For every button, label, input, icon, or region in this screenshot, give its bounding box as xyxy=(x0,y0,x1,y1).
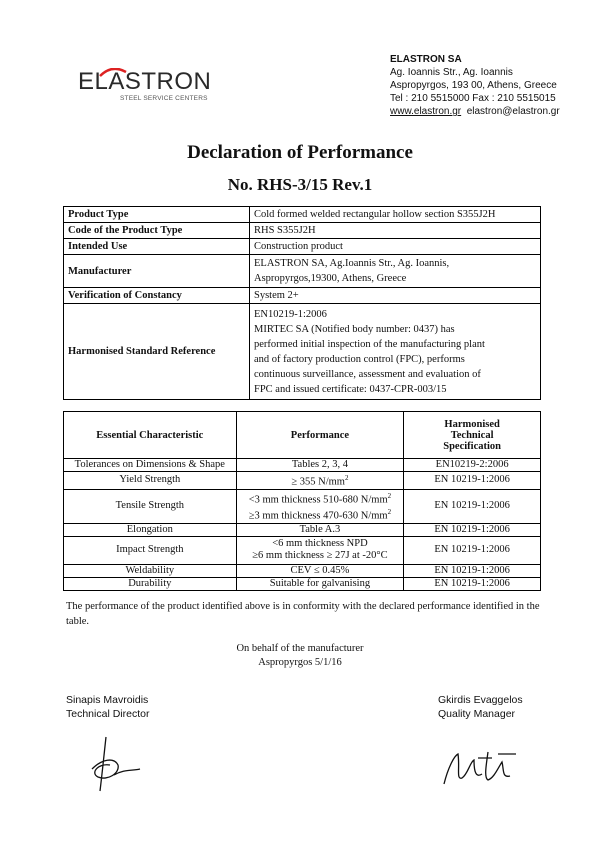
company-website-link[interactable]: www.elastron.gr xyxy=(390,106,462,117)
header-spec-line3: Specification xyxy=(443,440,501,452)
harmonised-line5: continuous surveillance, assessment and evaluation of xyxy=(254,368,481,380)
company-phone-fax: Tel : 210 5515000 Fax : 210 5515015 xyxy=(390,93,556,104)
cell-performance xyxy=(236,536,404,564)
tensile-line1-text: <3 mm thickness 510-680 N/mm xyxy=(248,494,388,505)
cell-spec: EN 10219-1:2006 xyxy=(404,536,541,564)
manufacturer-label: Manufacturer xyxy=(64,255,250,288)
signatory-left xyxy=(66,693,149,721)
company-address-line2: Aspropyrgos, 193 00, Athens, Greece xyxy=(390,80,557,91)
cell-performance: CEV ≤ 0.45% xyxy=(236,564,404,577)
cell-spec: EN 10219-1:2006 xyxy=(404,564,541,577)
cell-performance: Tables 2, 3, 4 xyxy=(236,459,404,472)
cell-performance xyxy=(236,489,404,523)
yield-value: ≥ 355 N/mm xyxy=(291,476,345,488)
manufacturer-value xyxy=(250,255,541,288)
impact-line2: ≥6 mm thickness ≥ 27J at -20°C xyxy=(252,550,388,561)
superscript: 2 xyxy=(387,508,392,516)
header-characteristic: Essential Characteristic xyxy=(64,412,237,459)
cell-spec: EN 10219-1:2006 xyxy=(404,472,541,490)
signatory-right xyxy=(438,693,523,721)
company-email[interactable]: elastron@elastron.gr xyxy=(466,106,560,117)
superscript: 2 xyxy=(344,474,349,482)
on-behalf-block xyxy=(0,642,600,670)
cell-performance xyxy=(236,472,404,490)
on-behalf-line: On behalf of the manufacturer xyxy=(236,643,364,654)
tensile-line2 xyxy=(241,506,400,523)
table-row xyxy=(64,288,541,304)
table-row xyxy=(64,255,541,288)
table-row xyxy=(64,489,541,523)
cell-characteristic: Impact Strength xyxy=(64,536,237,564)
header-performance: Performance xyxy=(236,412,404,459)
table-row xyxy=(64,564,541,577)
code-label: Code of the Product Type xyxy=(64,223,250,239)
signatory-right-role: Quality Manager xyxy=(438,708,516,720)
table-row xyxy=(64,207,541,223)
product-type-value: Cold formed welded rectangular hollow section S355J2H xyxy=(250,207,541,223)
header-spec-line1: Harmonised xyxy=(444,418,500,430)
header-spec-line2: Technical xyxy=(450,429,494,441)
table-row xyxy=(64,472,541,490)
document-title: Declaration of Performance xyxy=(187,142,413,163)
table-row xyxy=(64,523,541,536)
performance-table xyxy=(63,411,541,591)
harmonised-line2: MIRTEC SA (Notified body number: 0437) has xyxy=(254,323,455,335)
cell-spec: EN 10219-1:2006 xyxy=(404,489,541,523)
cell-characteristic: Tensile Strength xyxy=(64,489,237,523)
company-name: ELASTRON SA xyxy=(390,54,462,65)
table-header-row xyxy=(64,412,541,459)
logo-wordmark: ELASTRON xyxy=(78,68,212,95)
table-row xyxy=(64,459,541,472)
cell-spec: EN 10219-1:2006 xyxy=(404,523,541,536)
place-date: Aspropyrgos 5/1/16 xyxy=(258,657,342,668)
harmonised-value xyxy=(250,304,541,400)
impact-line1: <6 mm thickness NPD xyxy=(272,538,368,549)
cell-characteristic: Tolerances on Dimensions & Shape xyxy=(64,459,237,472)
cell-performance: Table A.3 xyxy=(236,523,404,536)
harmonised-line1: EN10219-1:2006 xyxy=(254,308,327,320)
cell-spec: EN10219-2:2006 xyxy=(404,459,541,472)
tensile-line2-text: ≥3 mm thickness 470-630 N/mm xyxy=(248,510,388,522)
cell-characteristic: Durability xyxy=(64,577,237,590)
cell-characteristic: Weldability xyxy=(64,564,237,577)
signatory-right-name: Gkirdis Evaggelos xyxy=(438,694,523,706)
table-row xyxy=(64,577,541,590)
table-row xyxy=(64,304,541,400)
company-details xyxy=(390,53,560,118)
intended-use-label: Intended Use xyxy=(64,239,250,255)
signatory-left-name: Sinapis Mavroidis xyxy=(66,694,149,706)
logo-swoosh-icon xyxy=(98,68,128,78)
product-info-table xyxy=(63,206,541,400)
tensile-line1 xyxy=(241,490,400,507)
logo-tagline: STEEL SERVICE CENTERS xyxy=(120,95,208,102)
manufacturer-line1: ELASTRON SA, Ag.Ioannis Str., Ag. Ioannis, xyxy=(254,258,450,269)
superscript: 2 xyxy=(387,491,392,500)
table-row xyxy=(64,536,541,564)
conformity-statement: The performance of the product identified above is in conformity with the declared performance identified in the table. xyxy=(66,601,540,627)
product-type-label: Product Type xyxy=(64,207,250,223)
document-number: No. RHS-3/15 Rev.1 xyxy=(227,175,373,194)
cell-characteristic: Yield Strength xyxy=(64,472,237,490)
table-row xyxy=(64,239,541,255)
signature-left-icon xyxy=(84,735,144,793)
harmonised-line6: FPC and issued certificate: 0437-CPR-003/15 xyxy=(254,383,447,395)
signatory-left-role: Technical Director xyxy=(66,708,150,720)
cell-performance: Suitable for galvanising xyxy=(236,577,404,590)
verification-label: Verification of Constancy xyxy=(64,288,250,304)
cell-characteristic: Elongation xyxy=(64,523,237,536)
harmonised-line4: and of factory production control (FPC), performs xyxy=(254,353,465,365)
harmonised-label: Harmonised Standard Reference xyxy=(64,304,250,400)
company-address-line1: Ag. Ioannis Str., Ag. Ioannis xyxy=(390,67,513,78)
company-logo xyxy=(78,70,218,106)
cell-spec: EN 10219-1:2006 xyxy=(404,577,541,590)
signature-right-icon xyxy=(440,748,520,788)
verification-value: System 2+ xyxy=(250,288,541,304)
intended-use-value: Construction product xyxy=(250,239,541,255)
manufacturer-line2: Aspropyrgos,19300, Athens, Greece xyxy=(254,273,407,284)
header-specification xyxy=(404,412,541,459)
code-value: RHS S355J2H xyxy=(250,223,541,239)
harmonised-line3: performed initial inspection of the manufacturing plant xyxy=(254,338,485,350)
company-contact xyxy=(390,105,560,118)
table-row xyxy=(64,223,541,239)
